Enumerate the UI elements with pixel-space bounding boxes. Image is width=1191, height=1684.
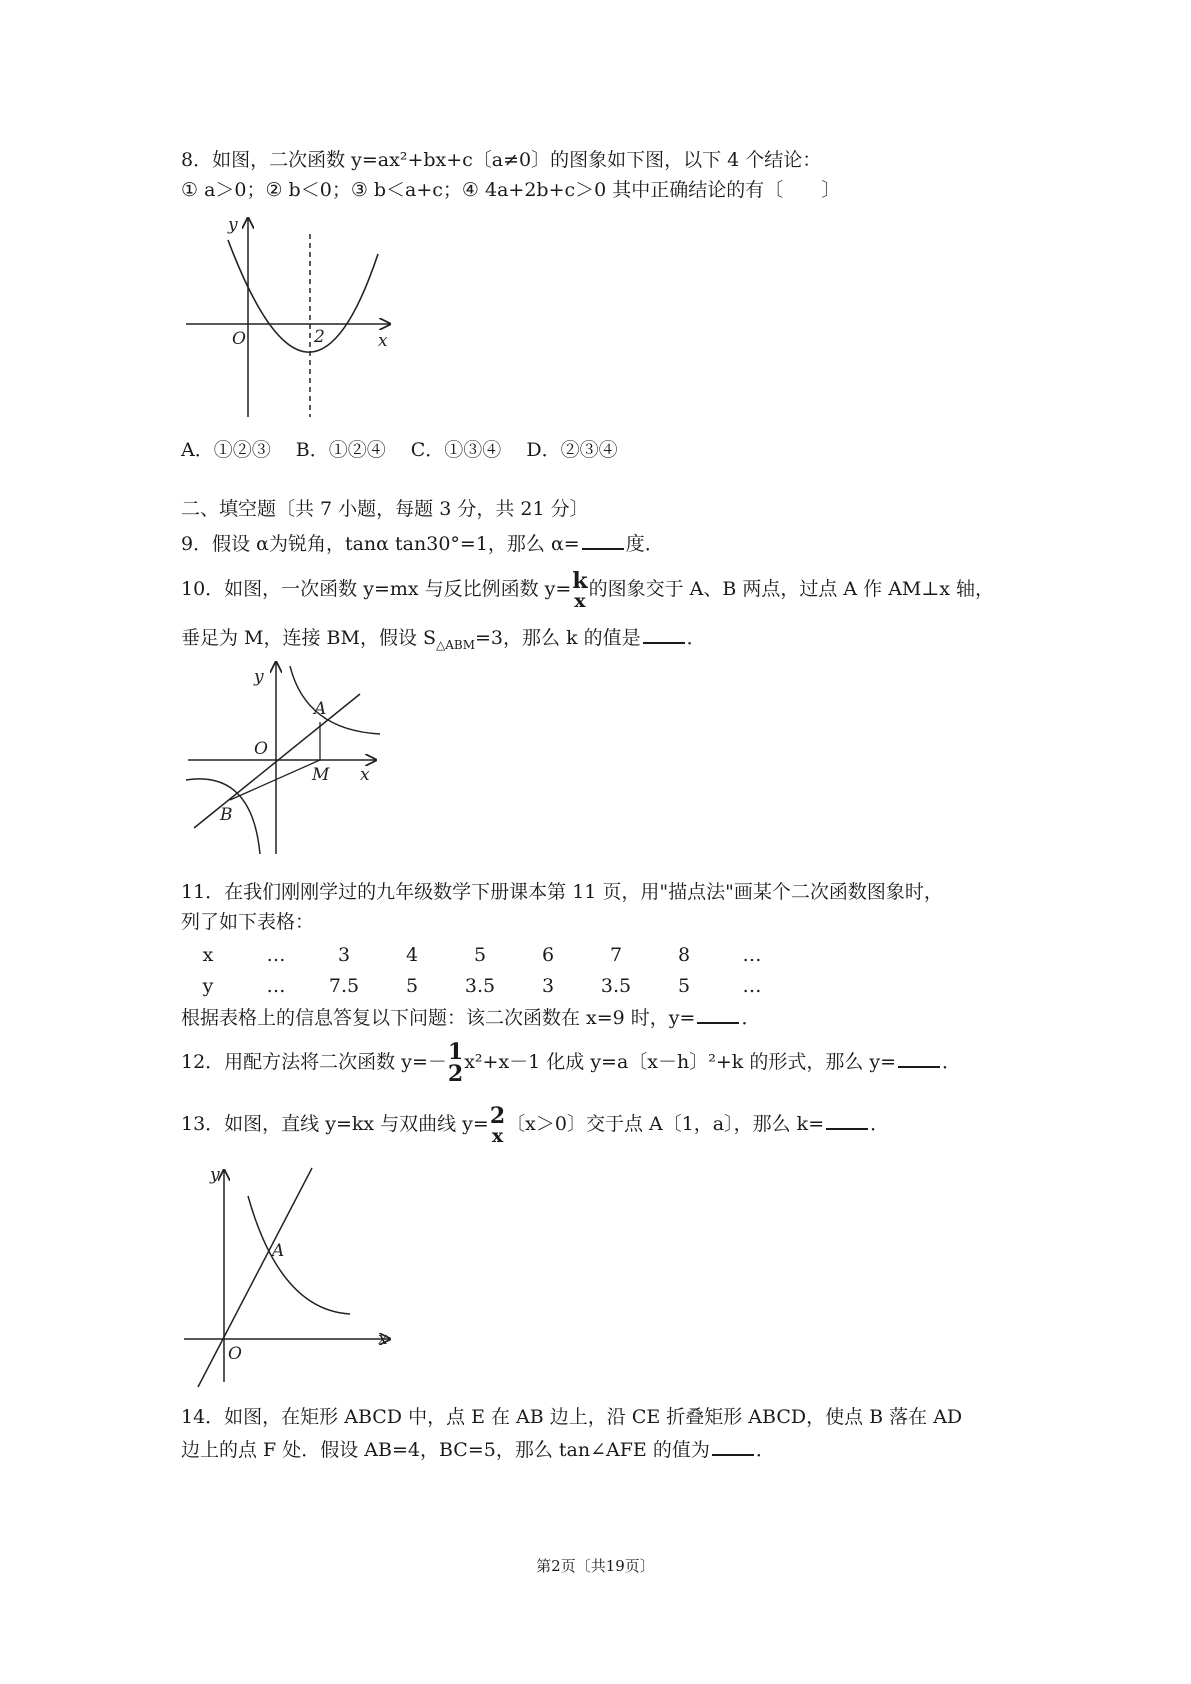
q13-line xyxy=(181,1098,889,1150)
q10-line2 xyxy=(181,624,706,657)
fraction-k-over-x xyxy=(572,567,588,612)
table-cell: 6 xyxy=(541,944,555,966)
q10-sub: △ABM xyxy=(436,637,476,652)
answer-blank xyxy=(697,1004,739,1024)
parabola-curve xyxy=(228,240,378,352)
hyperbola-curve xyxy=(248,1196,350,1314)
frac-den: x xyxy=(574,589,586,612)
q10-part1: 10．如图，一次函数 y=mx 与反比例函数 y= xyxy=(181,578,572,600)
answer-blank xyxy=(643,624,685,644)
y-label: y xyxy=(210,1165,220,1185)
q10-end: ． xyxy=(686,627,706,649)
frac-den: x xyxy=(491,1124,504,1147)
q14-line1: 14．如图，在矩形 ABCD 中，点 E 在 AB 边上，沿 CE 折叠矩形 ABCD，使点 B 落在 AD xyxy=(181,1406,963,1428)
y-label: y xyxy=(228,215,238,235)
point-m-label: M xyxy=(312,765,330,785)
q11-line3 xyxy=(181,1004,760,1030)
q12-end: ． xyxy=(942,1051,962,1073)
point-b-label: B xyxy=(220,805,233,825)
q11-text: 根据表格上的信息答复以下问题：该二次函数在 x=9 时，y= xyxy=(181,1007,696,1029)
frac-den: 2 xyxy=(447,1061,464,1087)
x-label: x xyxy=(378,1329,388,1349)
table-cell: 3 xyxy=(541,975,555,997)
table-cell: … xyxy=(266,944,286,966)
page-footer: 第2页〔共19页〕 xyxy=(536,1557,655,1575)
line-y-mx xyxy=(194,694,360,828)
q12-part1: 12．用配方法将二次函数 y=－ xyxy=(181,1051,447,1073)
frac-num: 2 xyxy=(489,1102,506,1129)
q9-text: 9．假设 α为锐角，tanα tan30°=1，那么 α= xyxy=(181,533,580,555)
table-cell: 5 xyxy=(405,975,419,997)
table-cell: … xyxy=(742,944,762,966)
answer-blank xyxy=(898,1048,940,1068)
q11-line1: 11．在我们刚刚学过的九年级数学下册课本第 11 页，用"描点法"画某个二次函数图象时， xyxy=(181,881,943,903)
section-title: 二、填空题〔共 7 小题，每题 3 分，共 21 分〕 xyxy=(181,498,589,520)
q10-line2b: =3，那么 k 的值是 xyxy=(475,627,641,649)
origin-label: O xyxy=(254,739,268,759)
y-label: y xyxy=(254,667,264,687)
table-cell: 3 xyxy=(337,944,351,966)
q13-end: ． xyxy=(870,1113,890,1135)
q13-figure xyxy=(180,1162,400,1392)
q11-line2: 列了如下表格： xyxy=(181,911,315,933)
two-label: 2 xyxy=(314,327,325,347)
table-cell: 7.5 xyxy=(328,975,360,997)
segment-bm xyxy=(230,760,320,800)
frac-num: 1 xyxy=(447,1039,464,1065)
table-cell: 3.5 xyxy=(600,975,632,997)
q10-line2a: 垂足为 M，连接 BM，假设 S xyxy=(181,627,437,649)
q14-text: 边上的点 F 处．假设 AB=4，BC=5，那么 tan∠AFE 的值为 xyxy=(181,1439,710,1461)
q12-part2: x²+x－1 化成 y=a〔x－h〕²+k 的形式，那么 y= xyxy=(464,1051,897,1073)
q8-parabola-figure xyxy=(180,212,400,420)
table-cell: … xyxy=(266,975,286,997)
fraction-1-over-2 xyxy=(448,1041,463,1085)
fraction-2-over-x xyxy=(489,1102,506,1147)
table-cell: 5 xyxy=(473,944,487,966)
x-label: x xyxy=(378,331,388,351)
q8-options: A．①②③ B．①②④ C．①③④ D．②③④ xyxy=(181,439,618,461)
point-a-label: A xyxy=(314,699,327,719)
answer-blank xyxy=(826,1110,868,1130)
q11-end: ． xyxy=(741,1007,761,1029)
answer-blank xyxy=(712,1436,754,1456)
table-cell: x xyxy=(202,944,214,966)
q13-part1: 13．如图，直线 y=kx 与双曲线 y= xyxy=(181,1113,489,1135)
q14-line2 xyxy=(181,1436,775,1462)
table-cell: 5 xyxy=(677,975,691,997)
q9 xyxy=(181,530,664,556)
frac-num: k xyxy=(572,567,588,594)
q12-line xyxy=(181,1036,961,1088)
table-cell: 7 xyxy=(609,944,623,966)
line-y-kx xyxy=(198,1168,312,1387)
origin-label: O xyxy=(228,1344,242,1364)
table-cell: 4 xyxy=(405,944,419,966)
q13-part2: 〔x＞0〕交于点 A〔1，a〕，那么 k= xyxy=(506,1113,825,1135)
table-cell: 3.5 xyxy=(464,975,496,997)
q10-hyperbola-figure xyxy=(180,658,400,858)
table-cell: 8 xyxy=(677,944,691,966)
q8-line2: ① a＞0；② b＜0；③ b＜a+c；④ 4a+2b+c＞0 其中正确结论的有〔 〕 xyxy=(181,179,841,201)
q8-line1: 8．如图，二次函数 y=ax²+bx+c〔a≠0〕的图象如下图，以下 4 个结论： xyxy=(181,149,822,171)
table-cell: … xyxy=(742,975,762,997)
q14-end: ． xyxy=(755,1439,775,1461)
hyperbola-branch-1 xyxy=(290,666,380,734)
q9-end: 度． xyxy=(625,533,664,555)
origin-label: O xyxy=(232,329,246,349)
answer-blank xyxy=(582,530,624,550)
x-label: x xyxy=(360,765,370,785)
q10-part2: 的图象交于 A、B 两点，过点 A 作 AM⊥x 轴， xyxy=(588,578,994,600)
table-cell: y xyxy=(202,975,214,997)
q10-line1 xyxy=(181,565,994,613)
point-a-label: A xyxy=(272,1241,285,1261)
